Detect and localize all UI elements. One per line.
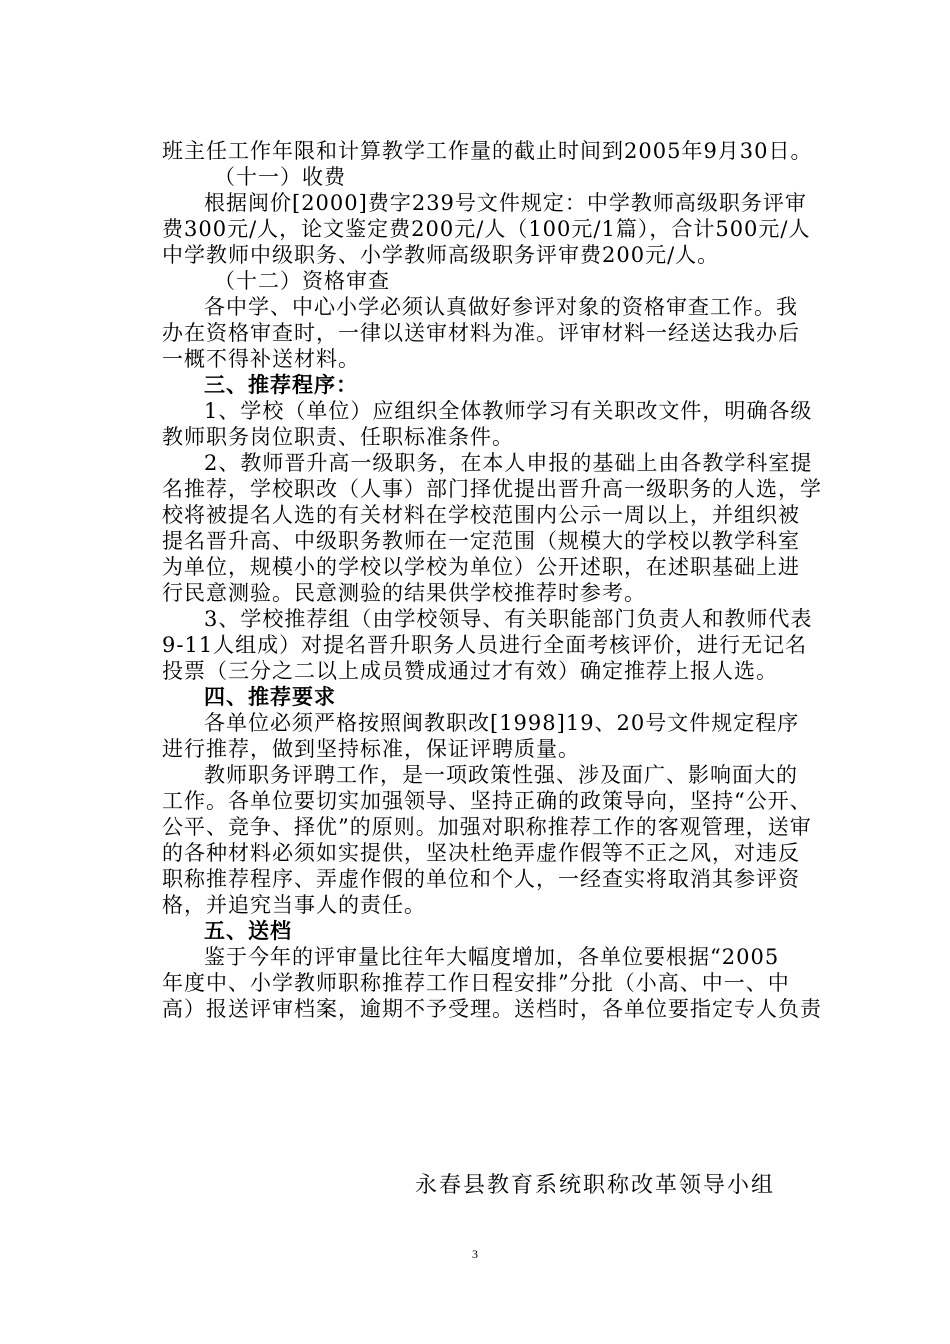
signature-line: 永春县教育系统职称改革领导小组 xyxy=(415,1173,776,1198)
text-line: 各单位必须严格按照闽教职改[1998]19、20号文件规定程序 xyxy=(204,711,800,735)
text-line: 投票（三分之二以上成员赞成通过才有效）确定推荐上报人选。 xyxy=(162,659,778,683)
text-line: 进行推荐，做到坚持标准，保证评聘质量。 xyxy=(162,737,580,761)
page-number: 3 xyxy=(472,1247,478,1261)
text-line: 教师职务评聘工作，是一项政策性强、涉及面广、影响面大的 xyxy=(204,763,798,787)
text-line: 中学教师中级职务、小学教师高级职务评审费200元/人。 xyxy=(162,243,720,267)
text-line: 2、教师晋升高一级职务，在本人申报的基础上由各教学科室提 xyxy=(204,451,813,475)
text-line: 办在资格审查时，一律以送审材料为准。评审材料一经送达我办后 xyxy=(162,321,800,345)
text-line: 根据闽价[2000]费字239号文件规定：中学教师高级职务评审 xyxy=(204,191,807,215)
text-line: 校将被提名人选的有关材料在学校范围内公示一周以上，并组织被 xyxy=(162,503,800,527)
text-line: 1、学校（单位）应组织全体教师学习有关职改文件，明确各级 xyxy=(204,399,813,423)
text-line: 教师职务岗位职责、任职标准条件。 xyxy=(162,425,514,449)
text-line: 职称推荐程序、弄虚作假的单位和个人，一经查实将取消其参评资 xyxy=(162,867,800,891)
text-line: 费300元/人，论文鉴定费200元/人（100元/1篇），合计500元/人 xyxy=(162,217,811,241)
text-line: 一概不得补送材料。 xyxy=(162,347,360,371)
text-line: 为单位，规模小的学校以学校为单位）公开述职，在述职基础上进 xyxy=(162,555,800,579)
text-line: 9-11人组成）对提名晋升职务人员进行全面考核评价，进行无记名 xyxy=(162,633,808,657)
text-line: 工作。各单位要切实加强领导、坚持正确的政策导向，坚持“公开、 xyxy=(162,789,812,813)
text-line: （十二）资格审查 xyxy=(214,269,390,293)
text-line: 年度中、小学教师职称推荐工作日程安排”分批（小高、中一、中 xyxy=(162,971,790,995)
text-line: 3、学校推荐组（由学校领导、有关职能部门负责人和教师代表 xyxy=(204,607,813,631)
text-line: 的各种材料必须如实提供，坚决杜绝弄虚作假等不正之风，对违反 xyxy=(162,841,800,865)
text-line: 提名晋升高、中级职务教师在一定范围（规模大的学校以教学科室 xyxy=(162,529,800,553)
section-heading: 三、推荐程序： xyxy=(204,373,358,397)
text-line: 行民意测验。民意测验的结果供学校推荐时参考。 xyxy=(162,581,646,605)
text-line: （十一）收费 xyxy=(214,165,346,189)
text-line: 公平、竞争、择优”的原则。加强对职称推荐工作的客观管理，送审 xyxy=(162,815,812,839)
text-line: 各中学、中心小学必须认真做好参评对象的资格审查工作。我 xyxy=(204,295,798,319)
text-line: 名推荐，学校职改（人事）部门择优提出晋升高一级职务的人选，学 xyxy=(162,477,822,501)
text-line: 班主任工作年限和计算教学工作量的截止时间到2005年9月30日。 xyxy=(162,139,813,163)
text-line: 高）报送评审档案，逾期不予受理。送档时，各单位要指定专人负责 xyxy=(162,997,822,1021)
section-heading: 四、推荐要求 xyxy=(204,685,336,709)
section-heading: 五、送档 xyxy=(204,919,292,943)
text-line: 鉴于今年的评审量比往年大幅度增加，各单位要根据“2005 xyxy=(204,945,780,969)
text-line: 格，并追究当事人的责任。 xyxy=(162,893,426,917)
